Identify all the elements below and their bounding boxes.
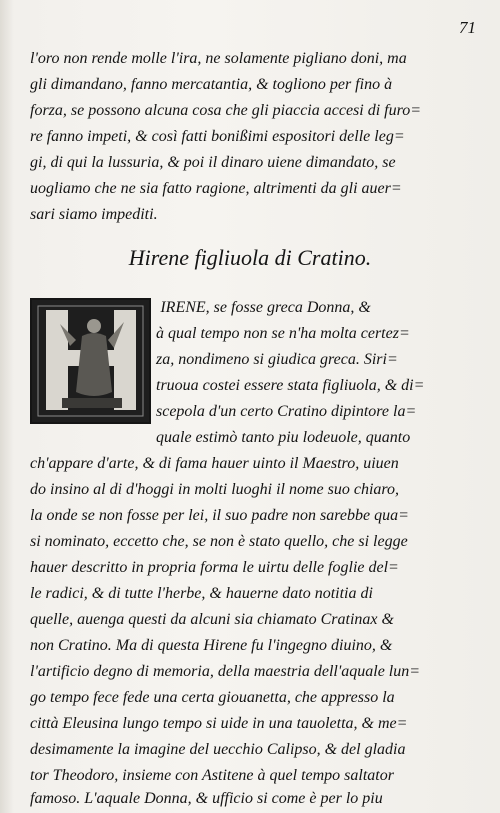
text-line: si nominato, eccetto che, se non è stato quello, che si legge [30, 533, 408, 550]
text-line: IRENE, se fosse greca Donna, & [156, 298, 371, 321]
text-line: uogliamo che ne sia fatto ragione, altrimenti da gli auer= [30, 180, 402, 197]
text-line: la onde se non fosse per lei, il suo padre non sarebbe qua= [30, 507, 409, 524]
text-line: gli dimandano, fanno mercatantia, & togliono per fino à [30, 76, 393, 93]
text-line: quelle, auenga questi da alcuni sia chiamato Cratinax & [30, 611, 394, 628]
decorated-initial-image [30, 298, 151, 424]
text-line: hauer descritto in propria forma le uirtu delle foglie del= [30, 559, 399, 576]
text-line: go tempo fece fede una certa giouanetta, che appresso la [30, 689, 395, 706]
text-line: l'oro non rende molle l'ira, ne solamente pigliano doni, ma [30, 50, 407, 67]
text-line: quale estimò tanto piu lodeuole, quanto [156, 429, 411, 446]
chapter-title: Hirene figliuola di Cratino. [128, 245, 372, 270]
text-line: za, nondimeno si giudica greca. Siri= [156, 351, 398, 368]
text-line: forza, se possono alcuna cosa che gli piaccia accesi di furo= [30, 102, 422, 119]
text-line: l'artificio degno di memoria, della maestria dell'aquale lun= [30, 663, 421, 680]
text-line: scepola d'un certo Cratino dipintore la= [156, 403, 417, 420]
text-line: à qual tempo non se n'ha molta certez= [156, 325, 410, 342]
text-line: re fanno impeti, & così fatti bonißimi espositori delle leg= [30, 128, 405, 145]
text-line: città Eleusina lungo tempo si uide in una tauoletta, & me= [30, 715, 408, 732]
text-line: sari siamo impediti. [30, 206, 158, 223]
text-line: tor Theodoro, insieme con Astitene à quel tempo saltator [30, 767, 394, 784]
text-line: desimamente la imagine del uecchio Calipso, & del gladia [30, 741, 406, 758]
text-line: gi, di qui la lussuria, & poi il dinaro uiene dimandato, se [30, 154, 396, 171]
text-line: truoua costei essere stata figliuola, & di= [156, 377, 425, 394]
text-line: non Cratino. Ma di questa Hirene fu l'ingegno diuino, & [30, 637, 393, 654]
text-line: ch'appare d'arte, & di fama hauer uinto il Maestro, uiuen [30, 455, 399, 472]
text-line: le radici, & di tutte l'herbe, & hauerne dato notitia di [30, 585, 373, 602]
text-line: do insino al di d'hoggi in molti luoghi il nome suo chiaro, [30, 481, 400, 498]
text-line: famoso. L'aquale Donna, & ufficio si come è per lo piu [30, 790, 383, 807]
engraved-letter-h-icon [32, 300, 149, 422]
page-number: 71 [459, 18, 476, 37]
